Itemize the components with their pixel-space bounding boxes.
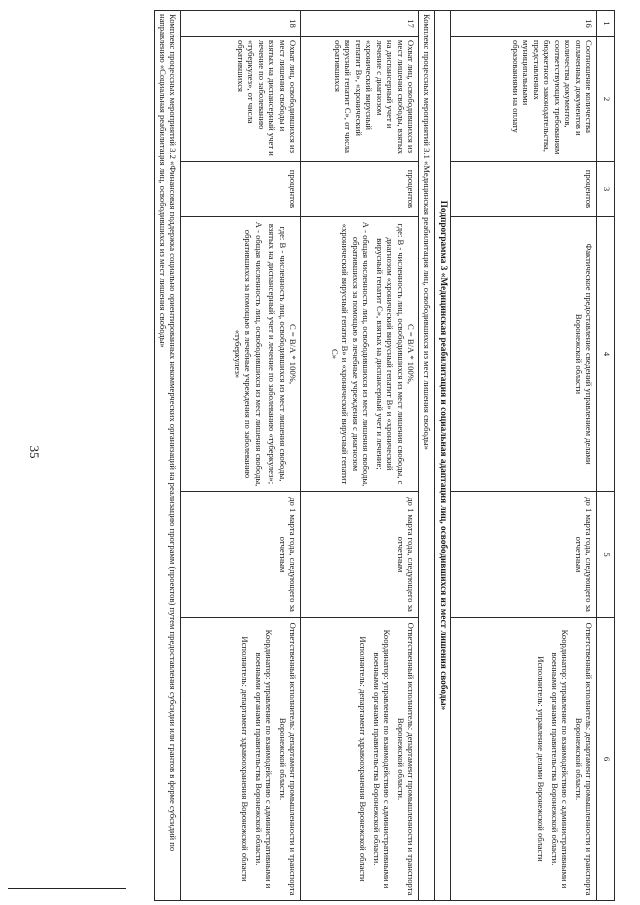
formula: С = В/А * 100%, bbox=[406, 324, 417, 384]
executor: Исполнитель: управление делами Воронежской области bbox=[536, 656, 547, 862]
complex-3-2-row bbox=[155, 11, 181, 901]
subprogram-title: Подпрограмма 3 «Медицинская реабилитация и социальная адаптация лиц, освободившихся из мест лишения свободы» bbox=[434, 11, 450, 901]
method-cell: Фактическое предоставление сведений управлением делами Воронежской области bbox=[451, 217, 597, 492]
indicators-table bbox=[154, 10, 615, 901]
header-cell: 6 bbox=[597, 618, 615, 901]
table-row-16 bbox=[451, 11, 597, 901]
header-cell: 1 bbox=[597, 11, 615, 37]
method-cell bbox=[181, 217, 301, 492]
indicator-name: Охват лиц, освободившихся из мест лишения свободы и взятых на диспансерный учет и лечение по заболеванию «туберкулез», от числа обратившихся bbox=[181, 37, 301, 162]
header-cell: 2 bbox=[597, 37, 615, 162]
method-definition: А - общая численность лиц, освободившихся из мест лишения свободы, обратившихся за помощью в лечебные учреждения с диагнозом «хронический вирусный гепатит В» и «хронический вирусный гепатит С» bbox=[329, 221, 372, 487]
unit-cell: процентов bbox=[301, 162, 419, 217]
table-row-17 bbox=[301, 11, 419, 901]
header-cell: 4 bbox=[597, 217, 615, 492]
date-cell: до 1 марта года, следующего за отчетным bbox=[301, 492, 419, 618]
coordinator: Координатор: управление по взаимодействию с административными и военными органами правительства Воронежской области. bbox=[253, 629, 275, 889]
method-definition: А - общая численность лиц, освободившихся из мест лишения свободы, обратившихся за помощью в лечебные учреждения по заболеванию «туберкулез» bbox=[232, 221, 264, 487]
indicator-name: Охват лиц, освободившихся из мест лишения свободы, взятых на диспансерный учет и лечение с диагнозом «хронический вирусный гепатит В», «хронический вирусный гепатит С», от числа обратившихся bbox=[301, 37, 419, 162]
complex-row bbox=[419, 11, 434, 901]
date-cell: до 1 марта года, следующего за отчетным bbox=[451, 492, 597, 618]
method-definition: где: В - численность лиц, освободившихся из мест лишения свободы, с диагнозом «хронический вирусный гепатит В» и «хронический вирусный гепатит С», взятых на диспансерный учет и лечение; bbox=[374, 223, 406, 485]
executors-cell bbox=[181, 618, 301, 901]
responsible-executor: Ответственный исполнитель: департамент промышленности и транспорта Воронежской области. bbox=[573, 622, 594, 896]
table-header-row bbox=[597, 11, 615, 901]
method-cell bbox=[301, 217, 419, 492]
header-cell: 5 bbox=[597, 492, 615, 618]
complex-3-1-title: Комплекс процессных мероприятий 3.1 «Медицинская реабилитация лиц, освободившихся из мест лишения свободы» bbox=[419, 11, 434, 901]
header-cell: 3 bbox=[597, 162, 615, 217]
unit-cell: процентов bbox=[451, 162, 597, 217]
row-number: 17 bbox=[301, 11, 419, 37]
subprogram-row bbox=[434, 11, 450, 901]
row-number: 16 bbox=[451, 11, 597, 37]
indicator-name: Соотношение количества оплаченных документов и количества документов, соответствующих требованиям бюджетного законодательства, представленных муниципальными образованиями на оплату bbox=[451, 37, 597, 162]
executors-cell bbox=[451, 618, 597, 901]
executor: Исполнитель: департамент здравоохранения Воронежской области bbox=[358, 636, 369, 882]
coordinator: Координатор: управление по взаимодействию с административными и военными органами правительства Воронежской области. bbox=[549, 629, 571, 889]
row-number: 18 bbox=[181, 11, 301, 37]
responsible-executor: Ответственный исполнитель: департамент промышленности и транспорта Воронежской области. bbox=[277, 622, 299, 896]
executors-cell bbox=[301, 618, 419, 901]
method-definition: где: В - численность лиц, освободившихся из мест лишения свободы, взятых на диспансерный учет и лечение по заболеванию «туберкулез»; bbox=[267, 223, 288, 485]
executor: Исполнитель: департамент здравоохранения Воронежской области bbox=[240, 636, 251, 882]
date-cell: до 1 марта года, следующего за отчетным bbox=[181, 492, 301, 618]
responsible-executor: Ответственный исполнитель: департамент промышленности и транспорта Воронежской области. bbox=[395, 622, 417, 896]
complex-3-2-title: Комплекс процессных мероприятий 3.2 «Финансовая поддержка социально ориентированных некоммерческих организаций на реализацию программ (проектов) путем предоставления субсидии или грантов в форме субсидий по направлению «Социальная реабилитация лиц, освободившихся из мест лишения свободы» bbox=[155, 11, 181, 901]
formula: С = В/А * 100%, bbox=[288, 324, 299, 384]
table-row-18 bbox=[181, 11, 301, 901]
unit-cell: процентов bbox=[181, 162, 301, 217]
coordinator: Координатор: управление по взаимодействию с административными и военными органами правительства Воронежской области. bbox=[371, 629, 393, 889]
rotated-page-content bbox=[75, 10, 615, 900]
page-number: 35 bbox=[27, 445, 42, 459]
